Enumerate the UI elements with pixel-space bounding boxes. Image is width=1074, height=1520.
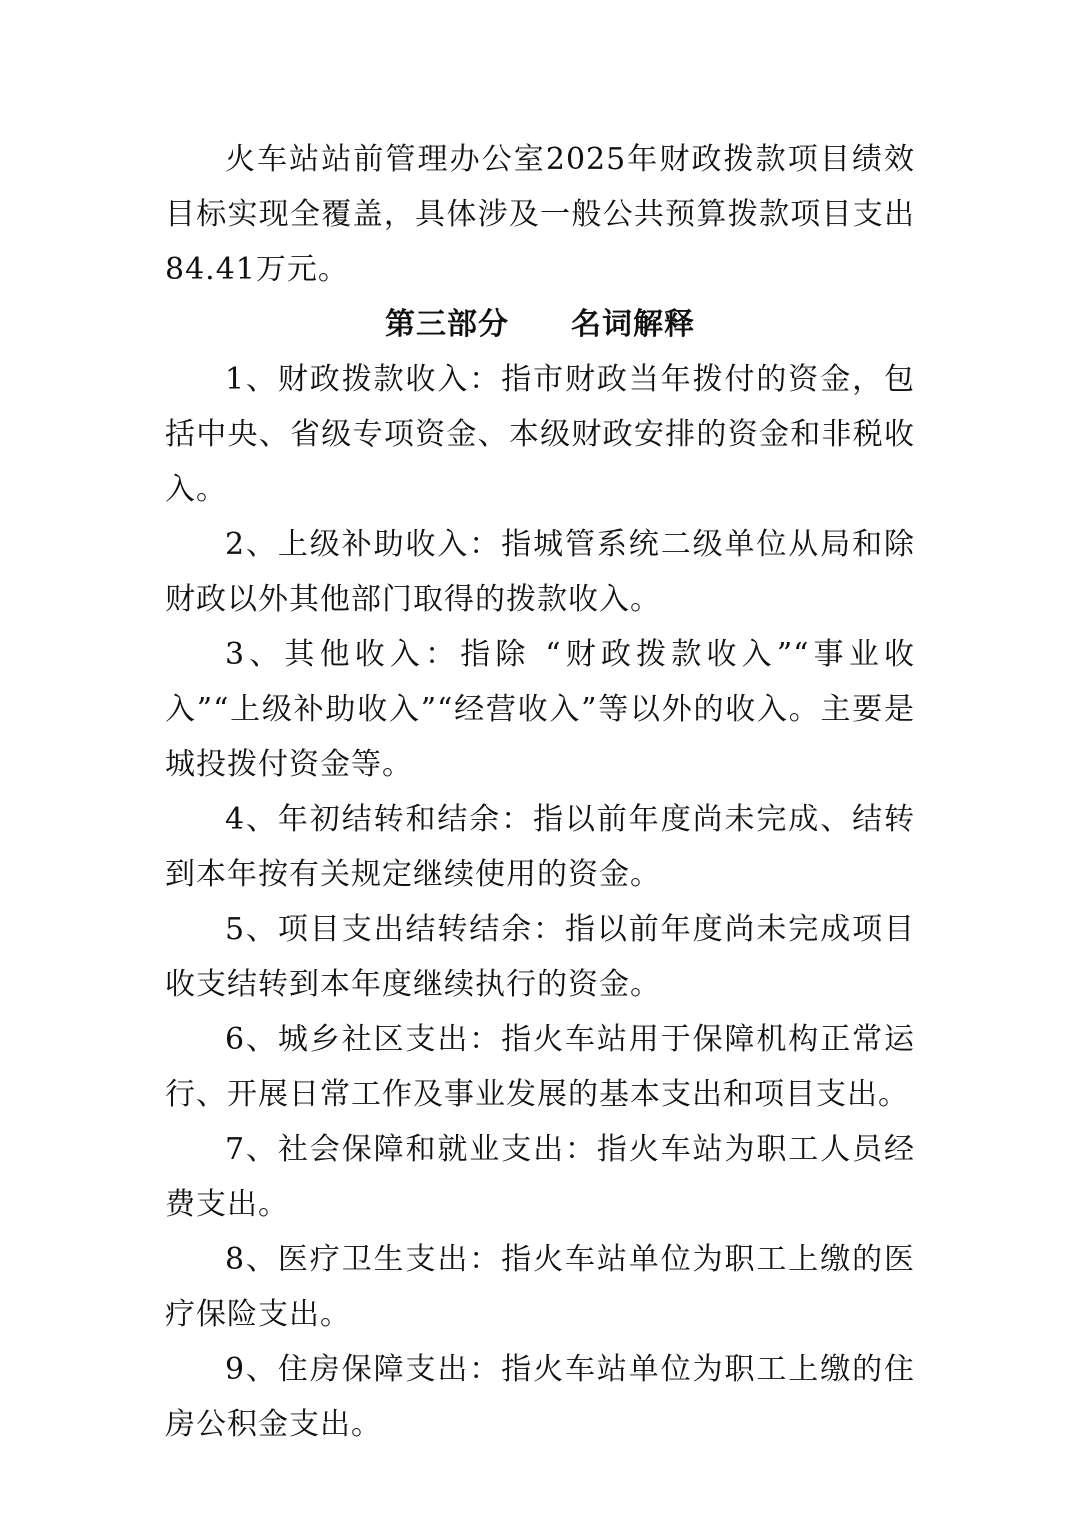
intro-paragraph: 火车站站前管理办公室2025年财政拨款项目绩效目标实现全覆盖，具体涉及一般公共预算拨款项目支出84.41万元。: [165, 142, 915, 287]
section-heading: 第三部分 名词解释: [385, 307, 695, 342]
definition-item-7: 7、社会保障和就业支出：指火车站为职工人员经费支出。: [165, 1132, 915, 1222]
definition-item-6: 6、城乡社区支出：指火车站用于保障机构正常运行、开展日常工作及事业发展的基本支出和项目支出。: [165, 1022, 915, 1112]
definition-item-9: 9、住房保障支出：指火车站单位为职工上缴的住房公积金支出。: [165, 1352, 915, 1442]
definition-item-5: 5、项目支出结转结余：指以前年度尚未完成项目收支结转到本年度继续执行的资金。: [165, 912, 915, 1002]
document-body: [165, 132, 915, 1452]
definition-item-8: 8、医疗卫生支出：指火车站单位为职工上缴的医疗保险支出。: [165, 1242, 915, 1332]
definition-item-4: 4、年初结转和结余：指以前年度尚未完成、结转到本年按有关规定继续使用的资金。: [165, 802, 915, 892]
definition-item-2: 2、上级补助收入：指城管系统二级单位从局和除财政以外其他部门取得的拨款收入。: [165, 527, 915, 617]
definition-item-1: 1、财政拨款收入：指市财政当年拨付的资金，包括中央、省级专项资金、本级财政安排的资金和非税收入。: [165, 362, 915, 507]
definition-item-3: 3、其他收入：指除 “财政拨款收入”“事业收入”“上级补助收入”“经营收入”等以外的收入。主要是城投拨付资金等。: [165, 637, 915, 782]
